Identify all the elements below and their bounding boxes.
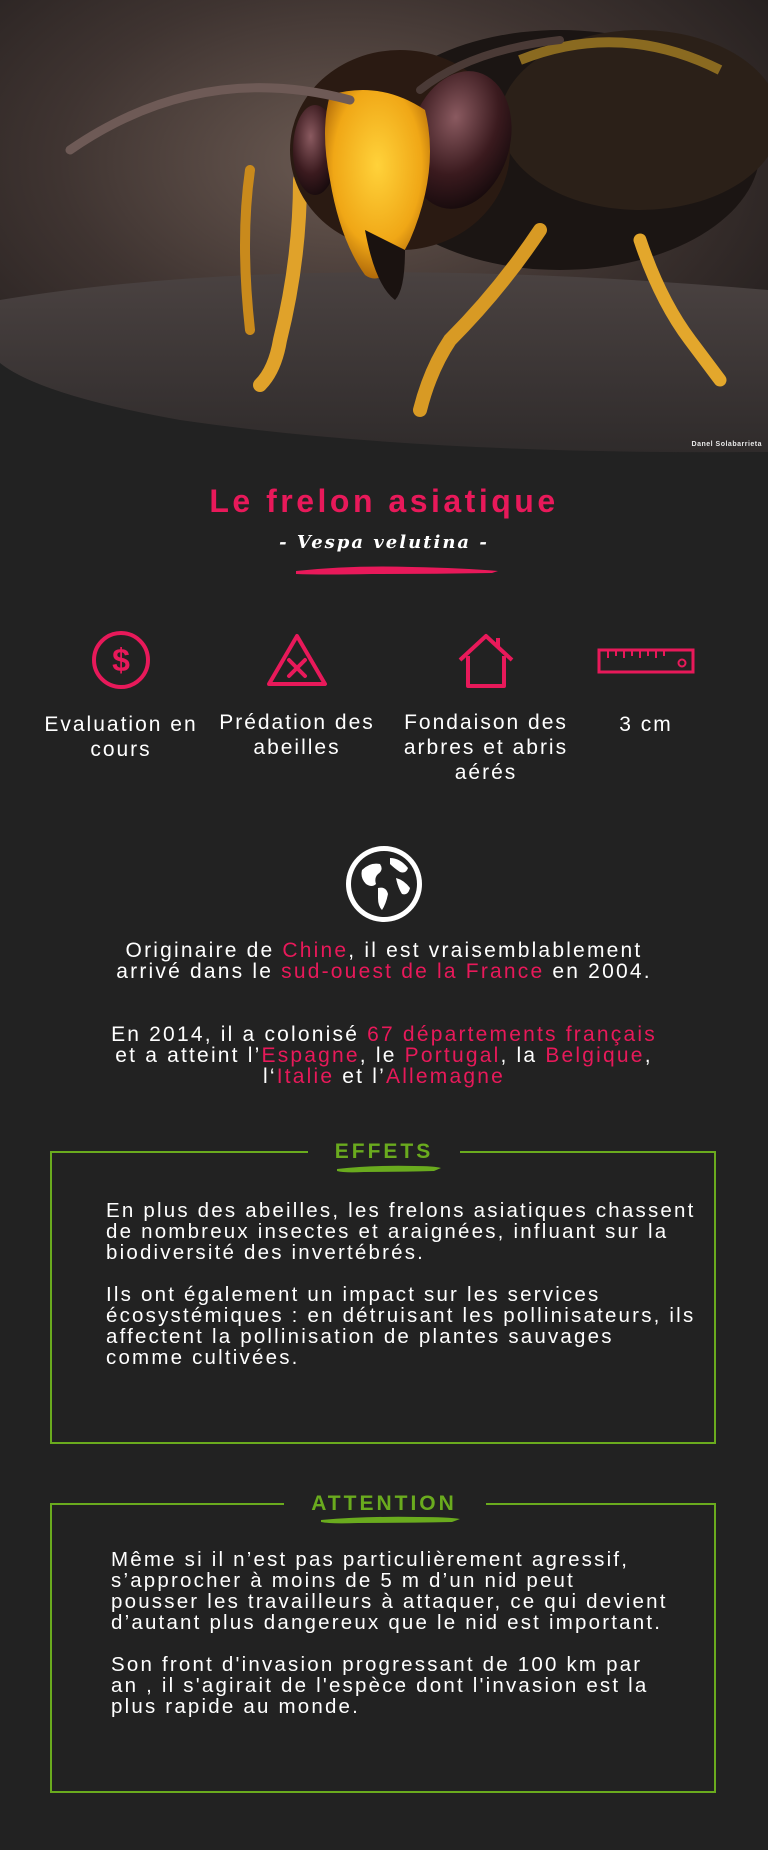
ruler-icon [556, 620, 736, 700]
attention-text [111, 1549, 671, 1717]
globe-icon [344, 844, 424, 929]
attention-brush-underline [318, 1514, 463, 1526]
attention-paragraph-2: Son front d'invasion progressant de 100 km par an , il s'agirait de l'espèce dont l'invasion est la plus rapide au monde. [111, 1653, 649, 1718]
intro-highlight-italie: Italie [276, 1065, 335, 1088]
fact-status [31, 620, 211, 762]
fact-status-label: Evaluation en cours [44, 713, 198, 761]
fact-size-label: 3 cm [619, 713, 673, 736]
photo-credit: Danel Solabarrieta [691, 441, 762, 448]
page-subtitle: - Vespa velutina - [279, 532, 489, 553]
effets-text [106, 1200, 696, 1368]
fact-predation-label: Prédation des abeilles [219, 711, 375, 759]
intro-text: en 2004. [544, 960, 652, 983]
effets-brush-underline [334, 1163, 444, 1175]
effets-title: EFFETS [334, 1140, 434, 1163]
attention-title: ATTENTION [311, 1492, 457, 1515]
intro-text: , il est vraisemblablement arrivé dans le [116, 939, 643, 983]
title-brush-underline [292, 562, 502, 578]
intro-highlight-portugal: Portugal [404, 1044, 501, 1067]
hero-photo [0, 0, 768, 460]
fact-habitat-label: Fondaison des arbres et abris aérés [403, 711, 569, 784]
intro-highlight-departements: 67 départements français [367, 1023, 657, 1046]
fact-habitat [396, 620, 576, 785]
intro-text: et a atteint l’ [115, 1044, 262, 1067]
intro-highlight-belgique: Belgique [545, 1044, 645, 1067]
page-title: Le frelon asiatique [209, 483, 559, 519]
fact-size [556, 620, 736, 737]
effets-paragraph-2: Ils ont également un impact sur les services écosystémiques : en détruisant les pollinisateurs, ils affectent la pollinisation de plantes sauvages comme cultivées. [106, 1283, 696, 1369]
effets-paragraph-1: En plus des abeilles, les frelons asiatiques chassent de nombreux insectes et araignées, influant sur la biodiversité des invertébrés. [106, 1199, 696, 1264]
intro-highlight-china: Chine [282, 939, 349, 962]
intro-text: , l‘ [262, 1044, 653, 1088]
svg-text:$: $ [112, 642, 130, 678]
intro-highlight-allemagne: Allemagne [385, 1065, 506, 1088]
intro-highlight-sud-ouest: sud-ouest de la France [281, 960, 545, 983]
attention-paragraph-1: Même si il n’est pas particulièrement agressif, s’approcher à moins de 5 m d’un nid peut pousser les travailleurs à attaquer, ce qui devient d’autant plus dangereux que le nid est important. [111, 1548, 668, 1634]
warning-bee-icon [207, 620, 387, 700]
intro-text: Originaire de [125, 939, 283, 962]
intro-highlight-espagne: Espagne [261, 1044, 360, 1067]
fact-predation [207, 620, 387, 760]
intro-expansion [100, 1024, 668, 1087]
intro-origin [110, 940, 658, 982]
house-icon [396, 620, 576, 700]
intro-text: et l’ [334, 1065, 386, 1088]
intro-text: En 2014, il a colonisé [111, 1023, 368, 1046]
intro-text: , la [500, 1044, 546, 1067]
intro-text: , le [359, 1044, 405, 1067]
dollar-icon [31, 620, 211, 700]
